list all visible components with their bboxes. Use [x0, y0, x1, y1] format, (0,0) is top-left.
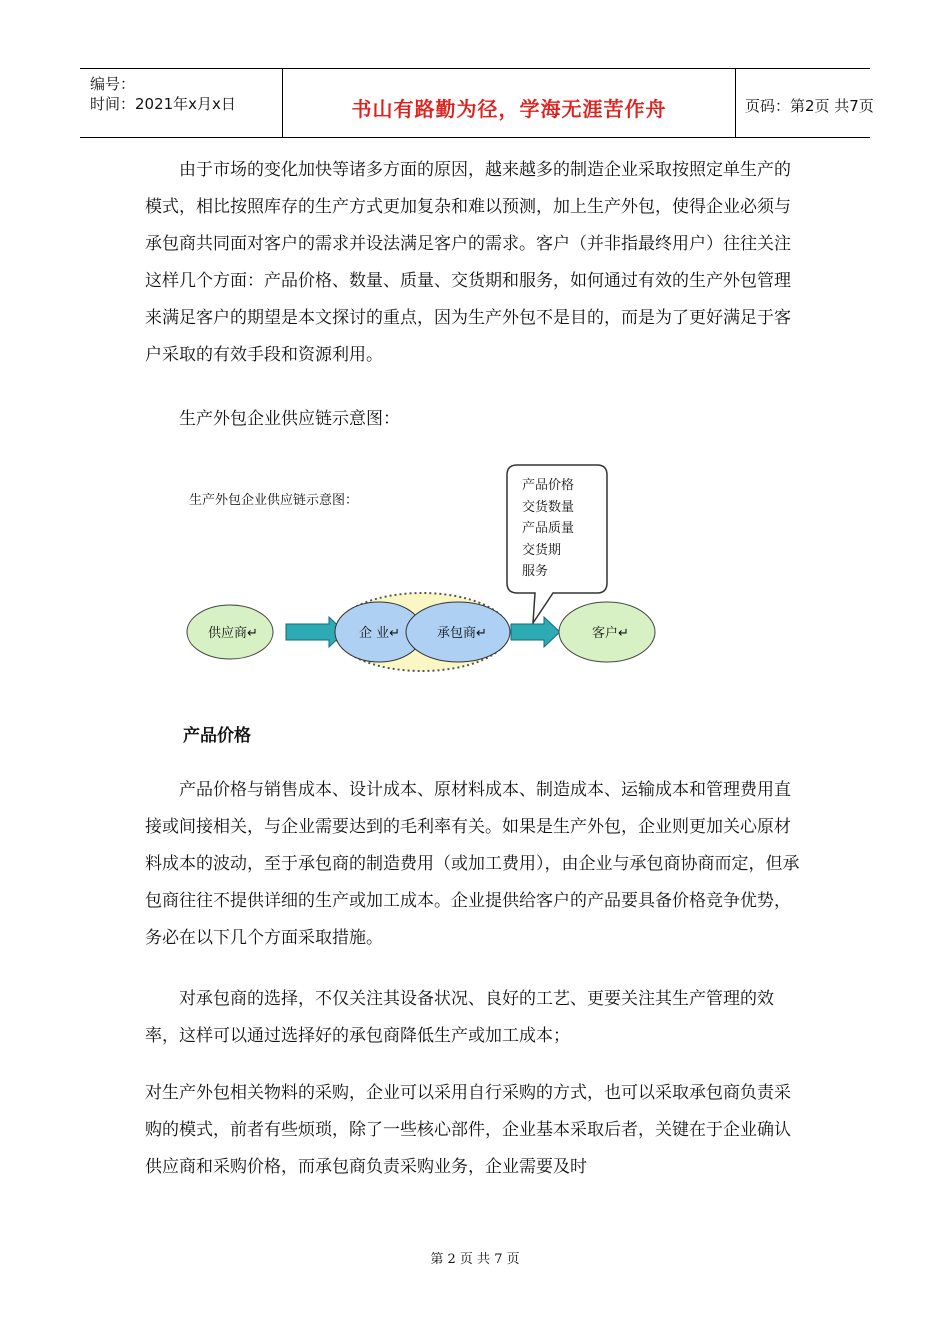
paragraph-intro: 由于市场的变化加快等诸多方面的原因，越来越多的制造企业采取按照定单生产的模式，相比按照库存的生产方式更加复杂和难以预测，加上生产外包，使得企业必须与承包商共同面对客户的需求并设法满足客户的需求。客户（并非指最终用户）往往关注这样几个方面：产品价格、数量、质量、交货期和服务，如何通过有效的生产外包管理来满足客户的期望是本文探讨的重点，因为生产外包不是目的，而是为了更好满足于客户采取的有效手段和资源利用。	[145, 160, 791, 365]
header-motto: 书山有路勤为径，学海无涯苦作舟	[351, 97, 667, 121]
paragraph-contractor-choice: 对承包商的选择，不仅关注其设备状况、良好的工艺、更要关注其生产管理的效率，这样可以通过选择好的承包商降低生产或加工成本；	[145, 989, 774, 1046]
body-section-intro	[145, 152, 805, 374]
diagram-title: 生产外包企业供应链示意图：	[189, 493, 359, 508]
paragraph-diagram-caption: 生产外包企业供应链示意图：	[179, 409, 400, 429]
customer-concerns-list	[522, 475, 574, 583]
supply-chain-diagram	[175, 455, 695, 680]
supplier-label: 供应商↵	[208, 626, 258, 641]
contractor-label: 承包商↵	[437, 626, 487, 641]
document-number: 编号：	[90, 75, 136, 93]
header-right-cell	[735, 69, 874, 137]
body-section-diagram-caption	[145, 401, 805, 438]
concern-item: 产品质量	[522, 521, 575, 536]
section-heading-product-price: 产品价格	[183, 726, 251, 746]
header-page-number: 页码：第2页 共7页	[745, 97, 874, 115]
concern-item: 产品价格	[522, 478, 575, 493]
concern-item: 交货期	[522, 542, 562, 558]
arrow-contractor-to-customer	[511, 617, 560, 647]
header-center-cell	[282, 69, 736, 137]
paragraph-price: 产品价格与销售成本、设计成本、原材料成本、制造成本、运输成本和管理费用直接或间接相关，与企业需要达到的毛利率有关。如果是生产外包，企业则更加关心原材料成本的波动，至于承包商的制造费用（或加工费用），由企业与承包商协商而定，但承包商往往不提供详细的生产或加工成本。企业提供给客户的产品要具备价格竞争优势，务必在以下几个方面采取措施。	[145, 780, 800, 948]
paragraph-purchasing: 对生产外包相关物料的采购，企业可以采用自行采购的方式，也可以采取承包商负责采购的模式，前者有些烦琐，除了一些核心部件，企业基本采取后者，关键在于企业确认供应商和采购价格，而承包商负责采购业务，企业需要及时	[145, 1083, 791, 1177]
document-header	[80, 68, 874, 138]
concern-item: 交货数量	[522, 499, 575, 515]
document-time: 时间：2021年x月x日	[90, 95, 236, 113]
body-section-price	[145, 772, 805, 957]
header-left-cell	[80, 69, 282, 137]
concern-item: 服务	[522, 564, 549, 579]
enterprise-label: 企 业↵	[359, 626, 401, 641]
body-section-purchasing	[145, 1075, 805, 1186]
page-footer: 第 2 页 共 7 页	[430, 1252, 520, 1267]
body-section-contractor-choice	[145, 981, 805, 1055]
customer-label: 客户↵	[592, 626, 629, 641]
